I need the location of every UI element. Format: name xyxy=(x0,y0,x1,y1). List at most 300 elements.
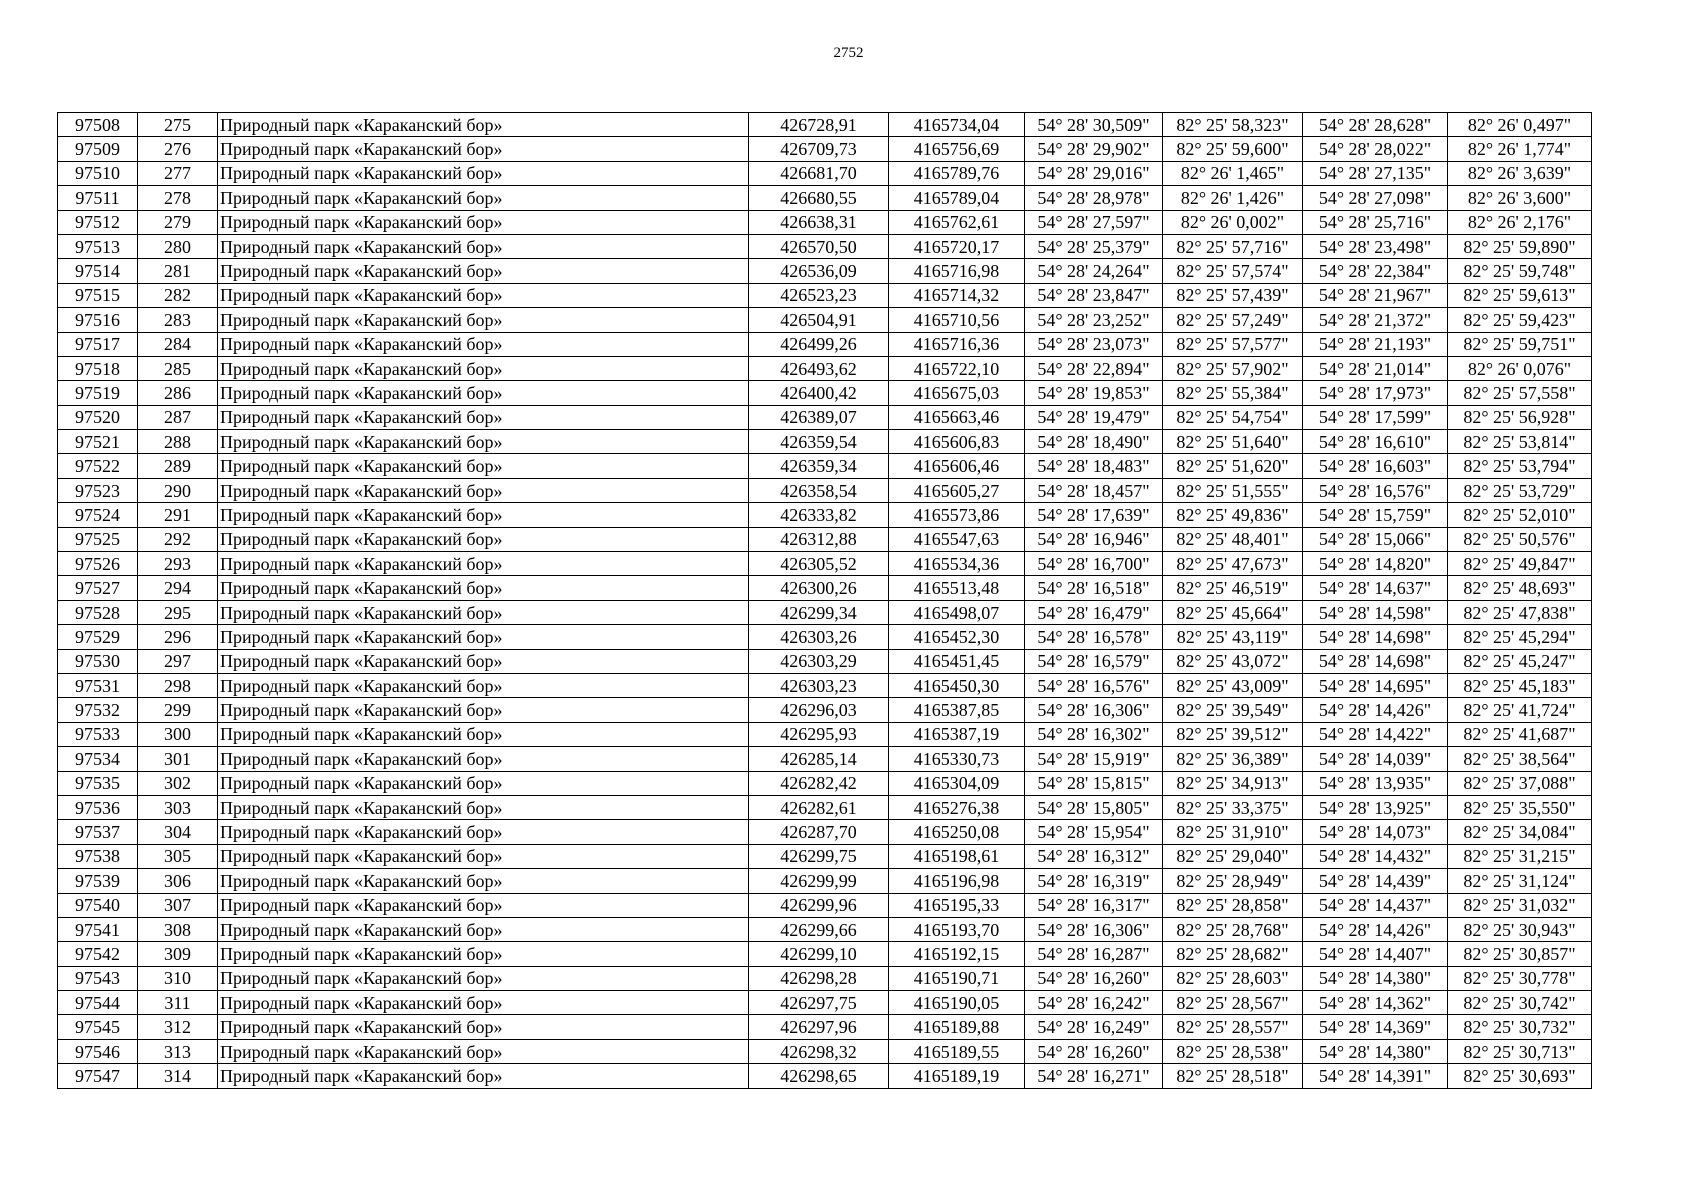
table-row xyxy=(58,430,1592,454)
table-row xyxy=(58,1015,1592,1039)
point-number-cell: 296 xyxy=(138,625,218,649)
latitude-2-cell: 54° 28' 28,022" xyxy=(1303,137,1448,161)
record-id-cell: 97534 xyxy=(58,747,138,771)
latitude-2-cell: 54° 28' 14,073" xyxy=(1303,820,1448,844)
coord-x-cell: 426305,52 xyxy=(749,552,889,576)
longitude-2-cell: 82° 25' 41,687" xyxy=(1448,722,1592,746)
point-number-cell: 293 xyxy=(138,552,218,576)
longitude-2-cell: 82° 25' 30,778" xyxy=(1448,966,1592,990)
coord-x-cell: 426295,93 xyxy=(749,722,889,746)
coord-x-cell: 426299,99 xyxy=(749,869,889,893)
record-id-cell: 97537 xyxy=(58,820,138,844)
record-id-cell: 97527 xyxy=(58,576,138,600)
coord-y-cell: 4165192,15 xyxy=(889,942,1025,966)
table-row xyxy=(58,1039,1592,1063)
table-row xyxy=(58,673,1592,697)
longitude-1-cell: 82° 25' 31,910" xyxy=(1163,820,1303,844)
table-row xyxy=(58,332,1592,356)
coord-x-cell: 426359,34 xyxy=(749,454,889,478)
object-name-cell: Природный парк «Караканский бор» xyxy=(218,527,749,551)
table-row xyxy=(58,600,1592,624)
point-number-cell: 294 xyxy=(138,576,218,600)
table-row xyxy=(58,478,1592,502)
longitude-1-cell: 82° 26' 0,002" xyxy=(1163,210,1303,234)
latitude-2-cell: 54° 28' 22,384" xyxy=(1303,259,1448,283)
longitude-1-cell: 82° 25' 39,549" xyxy=(1163,698,1303,722)
longitude-2-cell: 82° 25' 53,794" xyxy=(1448,454,1592,478)
point-number-cell: 289 xyxy=(138,454,218,478)
latitude-2-cell: 54° 28' 21,372" xyxy=(1303,308,1448,332)
record-id-cell: 97533 xyxy=(58,722,138,746)
longitude-2-cell: 82° 25' 38,564" xyxy=(1448,747,1592,771)
object-name-cell: Природный парк «Караканский бор» xyxy=(218,698,749,722)
longitude-2-cell: 82° 26' 2,176" xyxy=(1448,210,1592,234)
object-name-cell: Природный парк «Караканский бор» xyxy=(218,649,749,673)
latitude-2-cell: 54° 28' 14,695" xyxy=(1303,673,1448,697)
longitude-2-cell: 82° 25' 48,693" xyxy=(1448,576,1592,600)
longitude-1-cell: 82° 25' 59,600" xyxy=(1163,137,1303,161)
latitude-1-cell: 54° 28' 15,815" xyxy=(1025,771,1163,795)
coord-x-cell: 426389,07 xyxy=(749,405,889,429)
latitude-1-cell: 54° 28' 16,317" xyxy=(1025,893,1163,917)
longitude-1-cell: 82° 26' 1,426" xyxy=(1163,186,1303,210)
longitude-1-cell: 82° 25' 51,620" xyxy=(1163,454,1303,478)
object-name-cell: Природный парк «Караканский бор» xyxy=(218,186,749,210)
table-row xyxy=(58,527,1592,551)
latitude-1-cell: 54° 28' 22,894" xyxy=(1025,356,1163,380)
longitude-2-cell: 82° 26' 3,639" xyxy=(1448,161,1592,185)
object-name-cell: Природный парк «Караканский бор» xyxy=(218,576,749,600)
coord-y-cell: 4165450,30 xyxy=(889,673,1025,697)
object-name-cell: Природный парк «Караканский бор» xyxy=(218,552,749,576)
table-row xyxy=(58,381,1592,405)
longitude-1-cell: 82° 25' 39,512" xyxy=(1163,722,1303,746)
coord-x-cell: 426570,50 xyxy=(749,234,889,258)
longitude-1-cell: 82° 25' 57,902" xyxy=(1163,356,1303,380)
record-id-cell: 97517 xyxy=(58,332,138,356)
longitude-1-cell: 82° 25' 28,858" xyxy=(1163,893,1303,917)
latitude-2-cell: 54° 28' 14,437" xyxy=(1303,893,1448,917)
coord-y-cell: 4165756,69 xyxy=(889,137,1025,161)
latitude-1-cell: 54° 28' 16,312" xyxy=(1025,844,1163,868)
object-name-cell: Природный парк «Караканский бор» xyxy=(218,430,749,454)
coord-x-cell: 426297,96 xyxy=(749,1015,889,1039)
longitude-2-cell: 82° 25' 49,847" xyxy=(1448,552,1592,576)
table-row xyxy=(58,552,1592,576)
longitude-2-cell: 82° 25' 50,576" xyxy=(1448,527,1592,551)
table-row xyxy=(58,625,1592,649)
record-id-cell: 97532 xyxy=(58,698,138,722)
latitude-2-cell: 54° 28' 14,422" xyxy=(1303,722,1448,746)
table-row xyxy=(58,649,1592,673)
point-number-cell: 288 xyxy=(138,430,218,454)
latitude-2-cell: 54° 28' 15,759" xyxy=(1303,503,1448,527)
latitude-1-cell: 54° 28' 29,902" xyxy=(1025,137,1163,161)
table-row xyxy=(58,917,1592,941)
latitude-1-cell: 54° 28' 16,578" xyxy=(1025,625,1163,649)
table-row xyxy=(58,942,1592,966)
longitude-2-cell: 82° 25' 53,814" xyxy=(1448,430,1592,454)
coord-x-cell: 426400,42 xyxy=(749,381,889,405)
latitude-2-cell: 54° 28' 16,576" xyxy=(1303,478,1448,502)
latitude-2-cell: 54° 28' 14,698" xyxy=(1303,649,1448,673)
latitude-1-cell: 54° 28' 19,479" xyxy=(1025,405,1163,429)
coord-x-cell: 426299,96 xyxy=(749,893,889,917)
longitude-1-cell: 82° 25' 57,439" xyxy=(1163,283,1303,307)
object-name-cell: Природный парк «Караканский бор» xyxy=(218,673,749,697)
table-row xyxy=(58,966,1592,990)
object-name-cell: Природный парк «Караканский бор» xyxy=(218,478,749,502)
latitude-1-cell: 54° 28' 15,954" xyxy=(1025,820,1163,844)
longitude-1-cell: 82° 25' 43,072" xyxy=(1163,649,1303,673)
longitude-1-cell: 82° 25' 28,682" xyxy=(1163,942,1303,966)
object-name-cell: Природный парк «Караканский бор» xyxy=(218,234,749,258)
longitude-1-cell: 82° 25' 47,673" xyxy=(1163,552,1303,576)
record-id-cell: 97529 xyxy=(58,625,138,649)
point-number-cell: 295 xyxy=(138,600,218,624)
longitude-2-cell: 82° 25' 45,247" xyxy=(1448,649,1592,673)
longitude-1-cell: 82° 25' 46,519" xyxy=(1163,576,1303,600)
record-id-cell: 97523 xyxy=(58,478,138,502)
point-number-cell: 302 xyxy=(138,771,218,795)
coord-y-cell: 4165189,88 xyxy=(889,1015,1025,1039)
record-id-cell: 97546 xyxy=(58,1039,138,1063)
latitude-2-cell: 54° 28' 23,498" xyxy=(1303,234,1448,258)
longitude-2-cell: 82° 25' 45,294" xyxy=(1448,625,1592,649)
coord-y-cell: 4165573,86 xyxy=(889,503,1025,527)
latitude-2-cell: 54° 28' 21,014" xyxy=(1303,356,1448,380)
object-name-cell: Природный парк «Караканский бор» xyxy=(218,1015,749,1039)
table-row xyxy=(58,893,1592,917)
record-id-cell: 97521 xyxy=(58,430,138,454)
coord-x-cell: 426299,10 xyxy=(749,942,889,966)
latitude-1-cell: 54° 28' 16,518" xyxy=(1025,576,1163,600)
coord-x-cell: 426285,14 xyxy=(749,747,889,771)
longitude-2-cell: 82° 25' 59,423" xyxy=(1448,308,1592,332)
longitude-1-cell: 82° 25' 49,836" xyxy=(1163,503,1303,527)
latitude-1-cell: 54° 28' 23,073" xyxy=(1025,332,1163,356)
table-body xyxy=(58,113,1592,1089)
latitude-1-cell: 54° 28' 24,264" xyxy=(1025,259,1163,283)
coord-x-cell: 426358,54 xyxy=(749,478,889,502)
table-row xyxy=(58,186,1592,210)
longitude-2-cell: 82° 25' 30,857" xyxy=(1448,942,1592,966)
latitude-2-cell: 54° 28' 17,973" xyxy=(1303,381,1448,405)
coord-y-cell: 4165722,10 xyxy=(889,356,1025,380)
object-name-cell: Природный парк «Караканский бор» xyxy=(218,1064,749,1088)
latitude-2-cell: 54° 28' 14,391" xyxy=(1303,1064,1448,1088)
longitude-1-cell: 82° 25' 28,949" xyxy=(1163,869,1303,893)
table-row xyxy=(58,161,1592,185)
coord-x-cell: 426709,73 xyxy=(749,137,889,161)
latitude-1-cell: 54° 28' 16,271" xyxy=(1025,1064,1163,1088)
object-name-cell: Природный парк «Караканский бор» xyxy=(218,332,749,356)
latitude-2-cell: 54° 28' 14,369" xyxy=(1303,1015,1448,1039)
longitude-2-cell: 82° 25' 47,838" xyxy=(1448,600,1592,624)
table-row xyxy=(58,234,1592,258)
coord-x-cell: 426681,70 xyxy=(749,161,889,185)
point-number-cell: 279 xyxy=(138,210,218,234)
longitude-2-cell: 82° 25' 37,088" xyxy=(1448,771,1592,795)
table-row xyxy=(58,576,1592,600)
coord-x-cell: 426493,62 xyxy=(749,356,889,380)
latitude-2-cell: 54° 28' 14,698" xyxy=(1303,625,1448,649)
longitude-1-cell: 82° 25' 57,249" xyxy=(1163,308,1303,332)
coordinates-table xyxy=(57,112,1592,1089)
table-row xyxy=(58,405,1592,429)
coord-y-cell: 4165193,70 xyxy=(889,917,1025,941)
object-name-cell: Природный парк «Караканский бор» xyxy=(218,283,749,307)
longitude-2-cell: 82° 25' 31,032" xyxy=(1448,893,1592,917)
coord-y-cell: 4165452,30 xyxy=(889,625,1025,649)
longitude-1-cell: 82° 25' 58,323" xyxy=(1163,113,1303,137)
longitude-1-cell: 82° 25' 48,401" xyxy=(1163,527,1303,551)
point-number-cell: 311 xyxy=(138,991,218,1015)
coord-y-cell: 4165534,36 xyxy=(889,552,1025,576)
coord-y-cell: 4165789,04 xyxy=(889,186,1025,210)
coord-x-cell: 426298,28 xyxy=(749,966,889,990)
longitude-1-cell: 82° 25' 28,538" xyxy=(1163,1039,1303,1063)
point-number-cell: 310 xyxy=(138,966,218,990)
point-number-cell: 281 xyxy=(138,259,218,283)
coord-x-cell: 426299,75 xyxy=(749,844,889,868)
coord-x-cell: 426499,26 xyxy=(749,332,889,356)
latitude-1-cell: 54° 28' 16,249" xyxy=(1025,1015,1163,1039)
coord-x-cell: 426298,65 xyxy=(749,1064,889,1088)
point-number-cell: 306 xyxy=(138,869,218,893)
latitude-2-cell: 54° 28' 15,066" xyxy=(1303,527,1448,551)
coord-y-cell: 4165189,55 xyxy=(889,1039,1025,1063)
coord-x-cell: 426312,88 xyxy=(749,527,889,551)
object-name-cell: Природный парк «Караканский бор» xyxy=(218,991,749,1015)
latitude-1-cell: 54° 28' 29,016" xyxy=(1025,161,1163,185)
object-name-cell: Природный парк «Караканский бор» xyxy=(218,308,749,332)
latitude-2-cell: 54° 28' 13,935" xyxy=(1303,771,1448,795)
latitude-2-cell: 54° 28' 17,599" xyxy=(1303,405,1448,429)
longitude-2-cell: 82° 26' 0,076" xyxy=(1448,356,1592,380)
object-name-cell: Природный парк «Караканский бор» xyxy=(218,966,749,990)
coord-y-cell: 4165663,46 xyxy=(889,405,1025,429)
point-number-cell: 301 xyxy=(138,747,218,771)
longitude-2-cell: 82° 25' 35,550" xyxy=(1448,795,1592,819)
coord-y-cell: 4165276,38 xyxy=(889,795,1025,819)
object-name-cell: Природный парк «Караканский бор» xyxy=(218,844,749,868)
coord-y-cell: 4165710,56 xyxy=(889,308,1025,332)
record-id-cell: 97542 xyxy=(58,942,138,966)
coord-y-cell: 4165789,76 xyxy=(889,161,1025,185)
coord-y-cell: 4165720,17 xyxy=(889,234,1025,258)
longitude-2-cell: 82° 25' 41,724" xyxy=(1448,698,1592,722)
longitude-2-cell: 82° 25' 30,693" xyxy=(1448,1064,1592,1088)
latitude-2-cell: 54° 28' 14,820" xyxy=(1303,552,1448,576)
coord-x-cell: 426680,55 xyxy=(749,186,889,210)
table-row xyxy=(58,454,1592,478)
longitude-1-cell: 82° 25' 55,384" xyxy=(1163,381,1303,405)
latitude-1-cell: 54° 28' 15,919" xyxy=(1025,747,1163,771)
record-id-cell: 97515 xyxy=(58,283,138,307)
coord-y-cell: 4165451,45 xyxy=(889,649,1025,673)
record-id-cell: 97526 xyxy=(58,552,138,576)
coord-y-cell: 4165606,83 xyxy=(889,430,1025,454)
longitude-2-cell: 82° 26' 0,497" xyxy=(1448,113,1592,137)
latitude-2-cell: 54° 28' 13,925" xyxy=(1303,795,1448,819)
record-id-cell: 97528 xyxy=(58,600,138,624)
latitude-1-cell: 54° 28' 23,252" xyxy=(1025,308,1163,332)
coord-y-cell: 4165196,98 xyxy=(889,869,1025,893)
longitude-1-cell: 82° 25' 28,567" xyxy=(1163,991,1303,1015)
longitude-1-cell: 82° 25' 28,557" xyxy=(1163,1015,1303,1039)
point-number-cell: 298 xyxy=(138,673,218,697)
coord-y-cell: 4165734,04 xyxy=(889,113,1025,137)
object-name-cell: Природный парк «Караканский бор» xyxy=(218,869,749,893)
longitude-2-cell: 82° 25' 56,928" xyxy=(1448,405,1592,429)
latitude-2-cell: 54° 28' 25,716" xyxy=(1303,210,1448,234)
latitude-1-cell: 54° 28' 16,319" xyxy=(1025,869,1163,893)
latitude-2-cell: 54° 28' 14,637" xyxy=(1303,576,1448,600)
point-number-cell: 314 xyxy=(138,1064,218,1088)
coord-y-cell: 4165250,08 xyxy=(889,820,1025,844)
latitude-1-cell: 54° 28' 30,509" xyxy=(1025,113,1163,137)
point-number-cell: 305 xyxy=(138,844,218,868)
latitude-1-cell: 54° 28' 15,805" xyxy=(1025,795,1163,819)
longitude-2-cell: 82° 25' 59,890" xyxy=(1448,234,1592,258)
latitude-1-cell: 54° 28' 25,379" xyxy=(1025,234,1163,258)
longitude-2-cell: 82° 25' 30,943" xyxy=(1448,917,1592,941)
latitude-1-cell: 54° 28' 18,490" xyxy=(1025,430,1163,454)
table-row xyxy=(58,210,1592,234)
table-row xyxy=(58,137,1592,161)
record-id-cell: 97516 xyxy=(58,308,138,332)
table-row xyxy=(58,869,1592,893)
longitude-1-cell: 82° 25' 36,389" xyxy=(1163,747,1303,771)
latitude-2-cell: 54° 28' 27,135" xyxy=(1303,161,1448,185)
latitude-1-cell: 54° 28' 16,306" xyxy=(1025,917,1163,941)
table-row xyxy=(58,844,1592,868)
record-id-cell: 97511 xyxy=(58,186,138,210)
object-name-cell: Природный парк «Караканский бор» xyxy=(218,381,749,405)
object-name-cell: Природный парк «Караканский бор» xyxy=(218,137,749,161)
coord-y-cell: 4165190,71 xyxy=(889,966,1025,990)
latitude-2-cell: 54° 28' 14,362" xyxy=(1303,991,1448,1015)
longitude-2-cell: 82° 25' 53,729" xyxy=(1448,478,1592,502)
coord-y-cell: 4165675,03 xyxy=(889,381,1025,405)
object-name-cell: Природный парк «Караканский бор» xyxy=(218,503,749,527)
coord-x-cell: 426303,23 xyxy=(749,673,889,697)
coord-y-cell: 4165762,61 xyxy=(889,210,1025,234)
longitude-1-cell: 82° 25' 29,040" xyxy=(1163,844,1303,868)
longitude-2-cell: 82° 25' 57,558" xyxy=(1448,381,1592,405)
record-id-cell: 97520 xyxy=(58,405,138,429)
record-id-cell: 97541 xyxy=(58,917,138,941)
record-id-cell: 97525 xyxy=(58,527,138,551)
longitude-2-cell: 82° 25' 30,732" xyxy=(1448,1015,1592,1039)
object-name-cell: Природный парк «Караканский бор» xyxy=(218,893,749,917)
latitude-1-cell: 54° 28' 16,579" xyxy=(1025,649,1163,673)
coord-x-cell: 426287,70 xyxy=(749,820,889,844)
object-name-cell: Природный парк «Караканский бор» xyxy=(218,210,749,234)
longitude-1-cell: 82° 25' 43,119" xyxy=(1163,625,1303,649)
record-id-cell: 97510 xyxy=(58,161,138,185)
longitude-1-cell: 82° 25' 28,603" xyxy=(1163,966,1303,990)
latitude-2-cell: 54° 28' 14,039" xyxy=(1303,747,1448,771)
point-number-cell: 312 xyxy=(138,1015,218,1039)
point-number-cell: 278 xyxy=(138,186,218,210)
point-number-cell: 276 xyxy=(138,137,218,161)
coord-y-cell: 4165387,19 xyxy=(889,722,1025,746)
latitude-2-cell: 54° 28' 16,610" xyxy=(1303,430,1448,454)
object-name-cell: Природный парк «Караканский бор» xyxy=(218,454,749,478)
longitude-1-cell: 82° 26' 1,465" xyxy=(1163,161,1303,185)
record-id-cell: 97545 xyxy=(58,1015,138,1039)
latitude-2-cell: 54° 28' 27,098" xyxy=(1303,186,1448,210)
point-number-cell: 299 xyxy=(138,698,218,722)
table-row xyxy=(58,356,1592,380)
coord-x-cell: 426359,54 xyxy=(749,430,889,454)
record-id-cell: 97509 xyxy=(58,137,138,161)
latitude-1-cell: 54° 28' 18,483" xyxy=(1025,454,1163,478)
table-row xyxy=(58,771,1592,795)
point-number-cell: 309 xyxy=(138,942,218,966)
latitude-1-cell: 54° 28' 16,946" xyxy=(1025,527,1163,551)
longitude-1-cell: 82° 25' 34,913" xyxy=(1163,771,1303,795)
coord-x-cell: 426303,26 xyxy=(749,625,889,649)
object-name-cell: Природный парк «Караканский бор» xyxy=(218,356,749,380)
table-row xyxy=(58,1064,1592,1088)
coord-y-cell: 4165605,27 xyxy=(889,478,1025,502)
latitude-1-cell: 54° 28' 28,978" xyxy=(1025,186,1163,210)
table-row xyxy=(58,795,1592,819)
coord-y-cell: 4165387,85 xyxy=(889,698,1025,722)
latitude-2-cell: 54° 28' 21,193" xyxy=(1303,332,1448,356)
latitude-2-cell: 54° 28' 14,598" xyxy=(1303,600,1448,624)
coord-y-cell: 4165198,61 xyxy=(889,844,1025,868)
object-name-cell: Природный парк «Караканский бор» xyxy=(218,820,749,844)
table-row xyxy=(58,283,1592,307)
object-name-cell: Природный парк «Караканский бор» xyxy=(218,747,749,771)
object-name-cell: Природный парк «Караканский бор» xyxy=(218,113,749,137)
table-row xyxy=(58,113,1592,137)
record-id-cell: 97531 xyxy=(58,673,138,697)
latitude-1-cell: 54° 28' 17,639" xyxy=(1025,503,1163,527)
longitude-1-cell: 82° 25' 57,577" xyxy=(1163,332,1303,356)
record-id-cell: 97513 xyxy=(58,234,138,258)
latitude-2-cell: 54° 28' 14,380" xyxy=(1303,966,1448,990)
record-id-cell: 97535 xyxy=(58,771,138,795)
coord-x-cell: 426296,03 xyxy=(749,698,889,722)
latitude-1-cell: 54° 28' 16,260" xyxy=(1025,1039,1163,1063)
longitude-2-cell: 82° 25' 31,215" xyxy=(1448,844,1592,868)
record-id-cell: 97544 xyxy=(58,991,138,1015)
latitude-1-cell: 54° 28' 16,242" xyxy=(1025,991,1163,1015)
latitude-1-cell: 54° 28' 16,479" xyxy=(1025,600,1163,624)
coord-y-cell: 4165189,19 xyxy=(889,1064,1025,1088)
longitude-1-cell: 82° 25' 28,768" xyxy=(1163,917,1303,941)
coord-x-cell: 426298,32 xyxy=(749,1039,889,1063)
point-number-cell: 292 xyxy=(138,527,218,551)
record-id-cell: 97547 xyxy=(58,1064,138,1088)
record-id-cell: 97514 xyxy=(58,259,138,283)
coord-y-cell: 4165547,63 xyxy=(889,527,1025,551)
coord-x-cell: 426638,31 xyxy=(749,210,889,234)
object-name-cell: Природный парк «Караканский бор» xyxy=(218,722,749,746)
latitude-2-cell: 54° 28' 14,432" xyxy=(1303,844,1448,868)
coord-y-cell: 4165606,46 xyxy=(889,454,1025,478)
coord-y-cell: 4165716,36 xyxy=(889,332,1025,356)
latitude-2-cell: 54° 28' 14,380" xyxy=(1303,1039,1448,1063)
longitude-1-cell: 82° 25' 51,555" xyxy=(1163,478,1303,502)
point-number-cell: 285 xyxy=(138,356,218,380)
point-number-cell: 300 xyxy=(138,722,218,746)
